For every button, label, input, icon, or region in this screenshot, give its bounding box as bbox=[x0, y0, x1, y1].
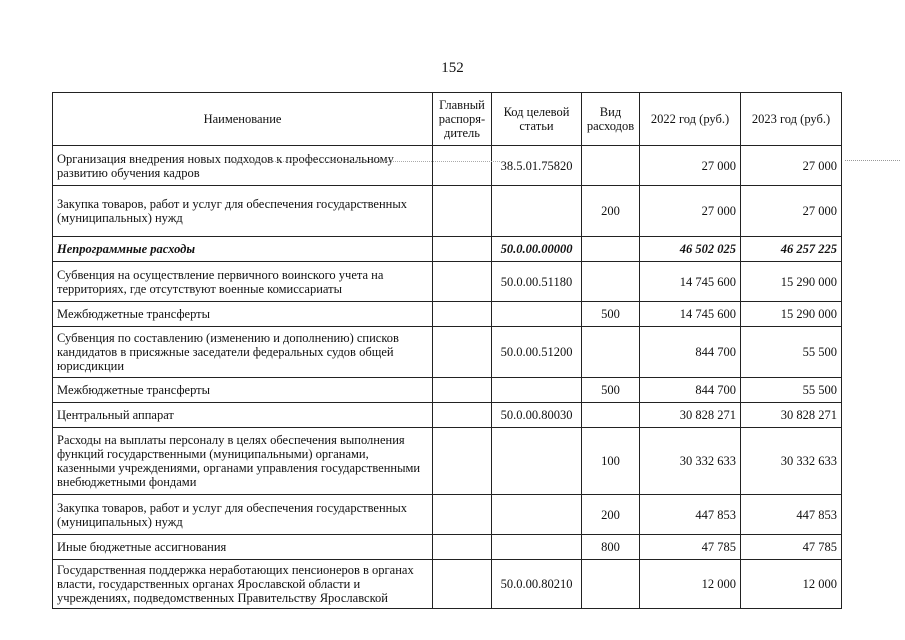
cell-chief bbox=[433, 262, 492, 302]
cell-2022: 844 700 bbox=[640, 327, 741, 378]
cell-2023: 55 500 bbox=[741, 378, 842, 403]
cell-2023: 27 000 bbox=[741, 186, 842, 237]
cell-code bbox=[492, 302, 582, 327]
cell-2022: 14 745 600 bbox=[640, 302, 741, 327]
cell-code bbox=[492, 378, 582, 403]
cell-name: Центральный аппарат bbox=[53, 403, 433, 428]
cell-chief bbox=[433, 186, 492, 237]
cell-chief bbox=[433, 302, 492, 327]
cell-2023: 12 000 bbox=[741, 560, 842, 609]
cell-chief bbox=[433, 327, 492, 378]
cell-2023: 447 853 bbox=[741, 495, 842, 535]
cell-type: 800 bbox=[582, 535, 640, 560]
header-type: Вид расходов bbox=[582, 93, 640, 146]
cell-code bbox=[492, 495, 582, 535]
header-2022: 2022 год (руб.) bbox=[640, 93, 741, 146]
cell-name: Межбюджетные трансферты bbox=[53, 378, 433, 403]
cell-name: Субвенция на осуществление первичного воинского учета на территориях, где отсутствуют военные комиссариаты bbox=[53, 262, 433, 302]
cell-chief bbox=[433, 146, 492, 186]
header-chief: Главный распоря-дитель bbox=[433, 93, 492, 146]
cell-chief bbox=[433, 403, 492, 428]
cell-code: 50.0.00.51200 bbox=[492, 327, 582, 378]
cell-type bbox=[582, 237, 640, 262]
cell-2022: 27 000 bbox=[640, 186, 741, 237]
cell-2023: 47 785 bbox=[741, 535, 842, 560]
table-row bbox=[53, 262, 842, 302]
cell-chief bbox=[433, 495, 492, 535]
table-row bbox=[53, 495, 842, 535]
cell-2022: 47 785 bbox=[640, 535, 741, 560]
cell-code: 50.0.00.00000 bbox=[492, 237, 582, 262]
cell-2022: 46 502 025 bbox=[640, 237, 741, 262]
cell-name: Расходы на выплаты персоналу в целях обеспечения выполнения функций государственными (муниципальными) органами, казенными учреждениями, органами управления государственными внебюджетными фондами bbox=[53, 428, 433, 495]
cell-type: 100 bbox=[582, 428, 640, 495]
cell-name: Организация внедрения новых подходов к профессиональному развитию обучения кадров bbox=[53, 146, 433, 186]
cell-type bbox=[582, 403, 640, 428]
budget-table bbox=[52, 92, 842, 609]
table-row bbox=[53, 403, 842, 428]
scan-artifact-dotted-line bbox=[845, 160, 900, 161]
table-row bbox=[53, 186, 842, 237]
cell-2022: 844 700 bbox=[640, 378, 741, 403]
cell-2022: 30 332 633 bbox=[640, 428, 741, 495]
cell-2023: 55 500 bbox=[741, 327, 842, 378]
table-header-row bbox=[53, 93, 842, 146]
cell-name: Государственная поддержка неработающих пенсионеров в органах власти, государственных органах Ярославской области и учреждениях, подведомственных Правительству Ярославской bbox=[53, 560, 433, 609]
table-row bbox=[53, 535, 842, 560]
cell-type: 500 bbox=[582, 378, 640, 403]
cell-code bbox=[492, 535, 582, 560]
cell-type bbox=[582, 327, 640, 378]
cell-type bbox=[582, 262, 640, 302]
cell-2023: 30 332 633 bbox=[741, 428, 842, 495]
cell-type bbox=[582, 560, 640, 609]
cell-chief bbox=[433, 560, 492, 609]
cell-name: Иные бюджетные ассигнования bbox=[53, 535, 433, 560]
cell-code bbox=[492, 186, 582, 237]
table-row bbox=[53, 428, 842, 495]
cell-2023: 15 290 000 bbox=[741, 302, 842, 327]
table-row bbox=[53, 560, 842, 609]
cell-2023: 15 290 000 bbox=[741, 262, 842, 302]
cell-chief bbox=[433, 535, 492, 560]
header-2023: 2023 год (руб.) bbox=[741, 93, 842, 146]
cell-type: 500 bbox=[582, 302, 640, 327]
table-row bbox=[53, 146, 842, 186]
cell-name: Закупка товаров, работ и услуг для обеспечения государственных (муниципальных) нужд bbox=[53, 186, 433, 237]
cell-code: 50.0.00.80030 bbox=[492, 403, 582, 428]
cell-2022: 27 000 bbox=[640, 146, 741, 186]
cell-chief bbox=[433, 237, 492, 262]
scan-artifact-dotted-line bbox=[230, 161, 500, 162]
table-row bbox=[53, 378, 842, 403]
cell-code bbox=[492, 428, 582, 495]
cell-2022: 14 745 600 bbox=[640, 262, 741, 302]
cell-2023: 30 828 271 bbox=[741, 403, 842, 428]
cell-type bbox=[582, 146, 640, 186]
cell-chief bbox=[433, 428, 492, 495]
cell-2022: 447 853 bbox=[640, 495, 741, 535]
cell-2023: 46 257 225 bbox=[741, 237, 842, 262]
table-row bbox=[53, 237, 842, 262]
table-row bbox=[53, 302, 842, 327]
cell-code: 50.0.00.51180 bbox=[492, 262, 582, 302]
cell-name: Непрограммные расходы bbox=[53, 237, 433, 262]
cell-chief bbox=[433, 378, 492, 403]
cell-code: 50.0.00.80210 bbox=[492, 560, 582, 609]
cell-name: Межбюджетные трансферты bbox=[53, 302, 433, 327]
header-name: Наименование bbox=[53, 93, 433, 146]
cell-code: 38.5.01.75820 bbox=[492, 146, 582, 186]
table-row bbox=[53, 327, 842, 378]
cell-type: 200 bbox=[582, 186, 640, 237]
cell-2022: 12 000 bbox=[640, 560, 741, 609]
cell-type: 200 bbox=[582, 495, 640, 535]
cell-name: Субвенция по составлению (изменению и дополнению) списков кандидатов в присяжные заседатели федеральных судов общей юрисдикции bbox=[53, 327, 433, 378]
cell-2022: 30 828 271 bbox=[640, 403, 741, 428]
page-number: 152 bbox=[441, 60, 464, 76]
cell-name: Закупка товаров, работ и услуг для обеспечения государственных (муниципальных) нужд bbox=[53, 495, 433, 535]
cell-2023: 27 000 bbox=[741, 146, 842, 186]
header-code: Код целевой статьи bbox=[492, 93, 582, 146]
